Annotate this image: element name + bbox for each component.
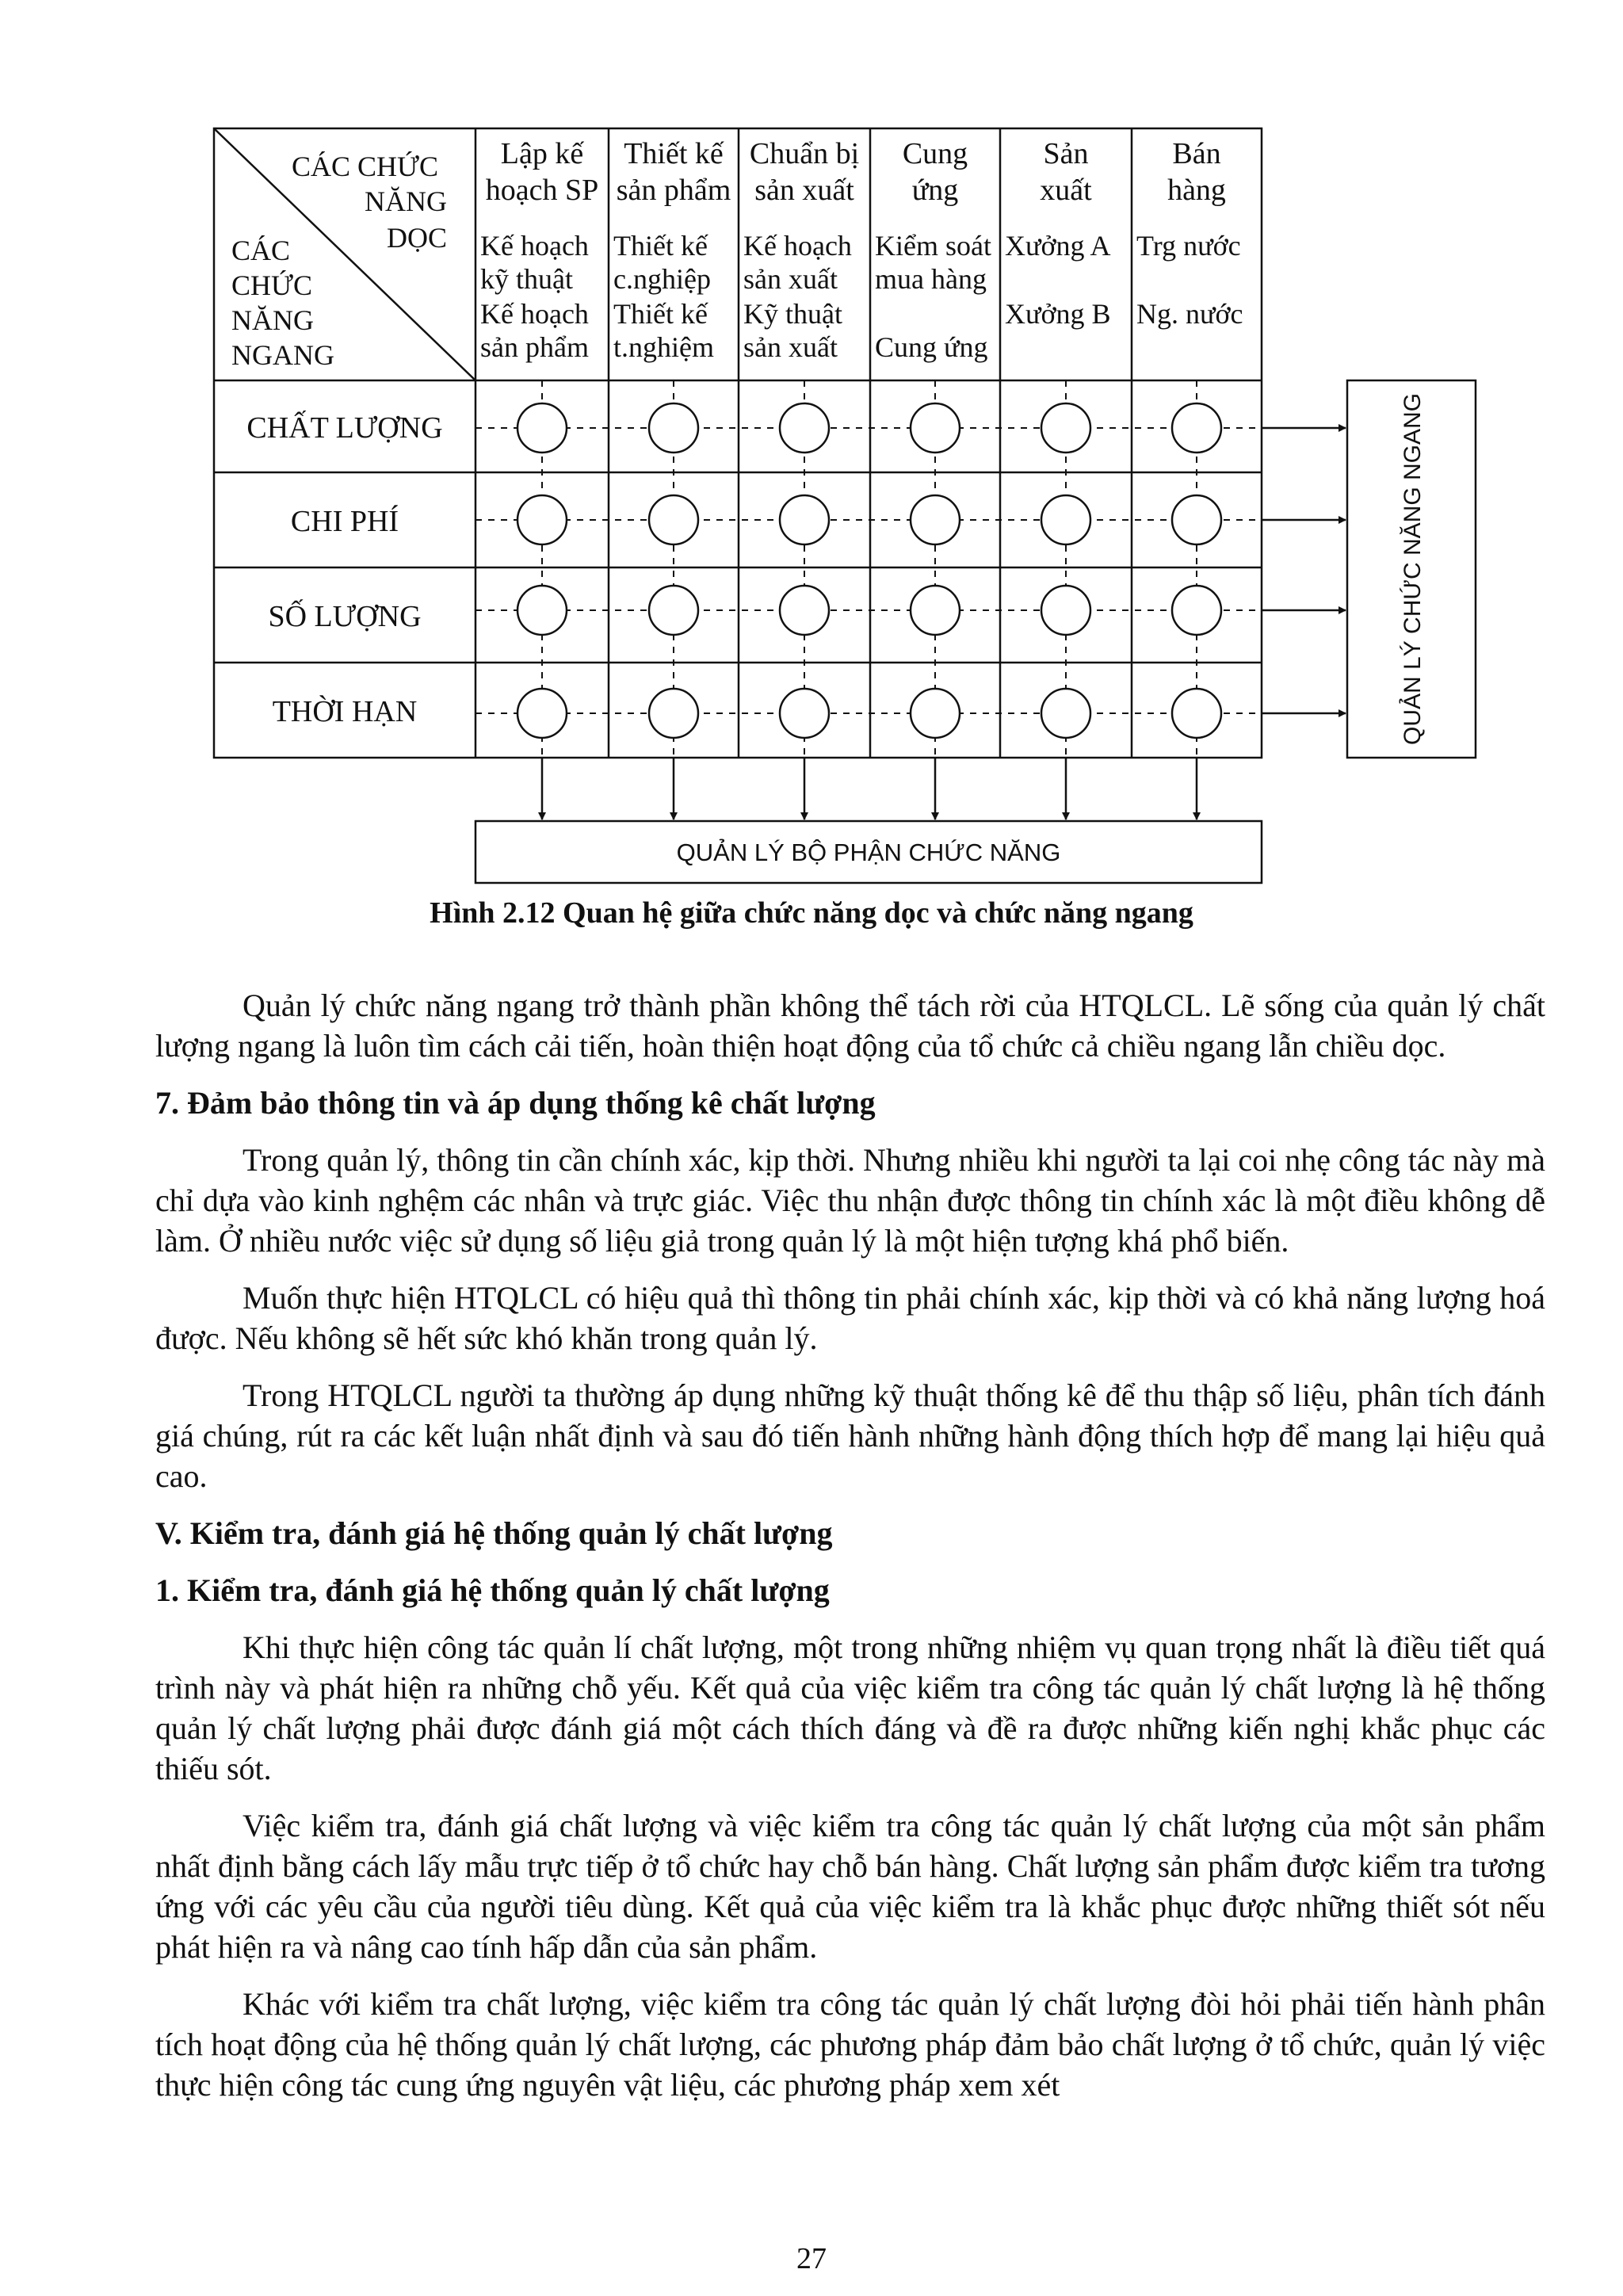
column-header: hàng bbox=[1167, 174, 1226, 207]
column-subfunction: Thiết kế bbox=[613, 230, 708, 262]
column-header: Chuẩn bị bbox=[749, 137, 860, 170]
column-subfunction: Kỹ thuật bbox=[743, 298, 842, 330]
column-subfunction: t.nghiệm bbox=[613, 331, 714, 363]
intersection-node bbox=[649, 495, 698, 544]
intersection-node bbox=[911, 495, 960, 544]
corner-vertical-label: NĂNG bbox=[365, 185, 447, 217]
corner-horizontal-label: NĂNG bbox=[231, 304, 314, 336]
intersection-node bbox=[1172, 403, 1221, 453]
paragraph: Trong HTQLCL người ta thường áp dụng những kỹ thuật thống kê để thu thập số liệu, phân tích đánh giá chúng, rút ra các kết luận nhất định và sau đó tiến hành những hành động thích hợp để mang lại hiệu quả cao. bbox=[155, 1377, 1545, 1494]
column-subfunction: c.nghiệp bbox=[613, 263, 711, 295]
intersection-node bbox=[1041, 403, 1090, 453]
paragraph: Muốn thực hiện HTQLCL có hiệu quả thì thông tin phải chính xác, kịp thời và có khả năng lượng hoá được. Nếu không sẽ hết sức khó khăn trong quản lý. bbox=[155, 1280, 1545, 1356]
row-label: SỐ LƯỢNG bbox=[268, 600, 422, 633]
intersection-node bbox=[517, 403, 567, 453]
corner-horizontal-label: CÁC bbox=[231, 235, 291, 266]
column-subfunction: sản xuất bbox=[743, 263, 838, 295]
row-label: CHI PHÍ bbox=[290, 505, 399, 538]
column-header: sản xuất bbox=[754, 174, 854, 207]
paragraph: Việc kiểm tra, đánh giá chất lượng và việc kiểm tra công tác quản lý chất lượng của một sản phẩm nhất định bằng cách lấy mẫu trực tiếp ở tổ chức hay chỗ bán hàng. Chất lượng sản phẩm được kiểm tra tương ứng với các yêu cầu của người tiêu dùng. Kết quả của việc kiểm tra là khắc phục được những thiết sót nếu phát hiện ra và nâng cao tính hấp dẫn của sản phẩm. bbox=[155, 1808, 1545, 1965]
page-number: 27 bbox=[796, 2242, 827, 2275]
column-header: Sản bbox=[1043, 137, 1089, 170]
column-subfunction: Kế hoạch bbox=[480, 298, 589, 330]
intersection-node bbox=[780, 403, 829, 453]
column-header: sản phẩm bbox=[616, 174, 731, 207]
horizontal-management-label: QUẢN LÝ CHỨC NĂNG NGANG bbox=[1400, 392, 1426, 746]
column-subfunction: Trg nước bbox=[1136, 230, 1241, 262]
intersection-node bbox=[780, 586, 829, 635]
intersection-node bbox=[517, 689, 567, 738]
column-header: Cung bbox=[902, 137, 968, 170]
column-subfunction: Kế hoạch bbox=[480, 230, 589, 262]
column-subfunction: mua hàng bbox=[875, 263, 987, 295]
column-subfunction: Xưởng A bbox=[1005, 230, 1111, 262]
column-header: Lập kế bbox=[500, 137, 584, 170]
paragraph: Khi thực hiện công tác quản lí chất lượng, một trong những nhiệm vụ quan trọng nhất là điều tiết quá trình này và phát hiện ra những chỗ yếu. Kết quả của việc kiểm tra công tác quản lý chất lượng là hệ thống quản lý chất lượng phải được đánh giá một cách thích đáng và đề ra được những kiến nghị khắc phục các thiếu sót. bbox=[155, 1629, 1545, 1786]
intersection-node bbox=[1172, 586, 1221, 635]
column-header: Thiết kế bbox=[624, 137, 724, 170]
intersection-node bbox=[911, 586, 960, 635]
paragraph: Trong quản lý, thông tin cần chính xác, kịp thời. Nhưng nhiều khi người ta lại coi nhẹ công tác này mà chỉ dựa vào kinh nghệm các nhân và trực giác. Việc thu nhận được thông tin chính xác là một điều không dễ làm. Ở nhiều nước việc sử dụng số liệu giả trong quản lý là một hiện tượng khá phổ biến. bbox=[155, 1142, 1545, 1259]
column-header: Bán bbox=[1172, 137, 1221, 170]
figure-caption: Hình 2.12 Quan hệ giữa chức năng dọc và chức năng ngang bbox=[430, 896, 1193, 930]
intersection-node bbox=[1041, 586, 1090, 635]
column-subfunction: kỹ thuật bbox=[480, 263, 573, 295]
intersection-node bbox=[1172, 495, 1221, 544]
intersection-node bbox=[911, 689, 960, 738]
corner-horizontal-label: CHỨC bbox=[231, 269, 312, 301]
intersection-node bbox=[780, 689, 829, 738]
section-heading-V: V. Kiểm tra, đánh giá hệ thống quản lý chất lượng bbox=[155, 1515, 833, 1551]
row-label: CHẤT LƯỢNG bbox=[246, 411, 443, 445]
vertical-management-label: QUẢN LÝ BỘ PHẬN CHỨC NĂNG bbox=[676, 839, 1061, 866]
body-text bbox=[155, 985, 1545, 2122]
column-subfunction: sản phẩm bbox=[480, 331, 589, 363]
column-subfunction: sản xuất bbox=[743, 331, 838, 363]
column-subfunction: Cung ứng bbox=[875, 331, 988, 363]
paragraph: Khác với kiểm tra chất lượng, việc kiểm tra công tác quản lý chất lượng đòi hỏi phải tiến hành phân tích hoạt động của hệ thống quản lý chất lượng, các phương pháp đảm bảo chất lượng ở tổ chức, quản lý việc thực hiện công tác cung ứng nguyên vật liệu, các phương pháp xem xét bbox=[155, 1986, 1545, 2103]
intersection-node bbox=[649, 586, 698, 635]
intersection-node bbox=[517, 586, 567, 635]
corner-vertical-label: DỌC bbox=[387, 222, 448, 254]
intersection-node bbox=[1172, 689, 1221, 738]
intersection-node bbox=[911, 403, 960, 453]
section-heading-1: 1. Kiểm tra, đánh giá hệ thống quản lý chất lượng bbox=[155, 1572, 830, 1608]
intersection-node bbox=[517, 495, 567, 544]
intersection-node bbox=[1041, 495, 1090, 544]
column-subfunction: Thiết kế bbox=[613, 298, 708, 330]
column-header: hoạch SP bbox=[485, 174, 599, 207]
column-subfunction: Kế hoạch bbox=[743, 230, 852, 262]
corner-vertical-label: CÁC CHỨC bbox=[292, 151, 438, 182]
intersection-node bbox=[780, 495, 829, 544]
intersection-node bbox=[649, 689, 698, 738]
column-header: ứng bbox=[911, 174, 959, 207]
paragraph: Quản lý chức năng ngang trở thành phần không thể tách rời của HTQLCL. Lẽ sống của quản lý chất lượng ngang là luôn tìm cách cải tiến, hoàn thiện hoạt động của tổ chức cả chiều ngang lẫn chiều dọc. bbox=[155, 988, 1545, 1064]
column-subfunction: Kiểm soát bbox=[875, 230, 991, 262]
intersection-node bbox=[1041, 689, 1090, 738]
vertical-horizontal-functions-diagram bbox=[0, 0, 1623, 904]
section-heading-7: 7. Đảm bảo thông tin và áp dụng thống kê chất lượng bbox=[155, 1085, 876, 1121]
row-label: THỜI HẠN bbox=[272, 695, 418, 728]
column-subfunction: Xưởng B bbox=[1005, 298, 1111, 330]
column-subfunction: Ng. nước bbox=[1136, 298, 1243, 330]
intersection-node bbox=[649, 403, 698, 453]
column-header: xuất bbox=[1040, 174, 1092, 207]
corner-horizontal-label: NGANG bbox=[231, 339, 334, 371]
